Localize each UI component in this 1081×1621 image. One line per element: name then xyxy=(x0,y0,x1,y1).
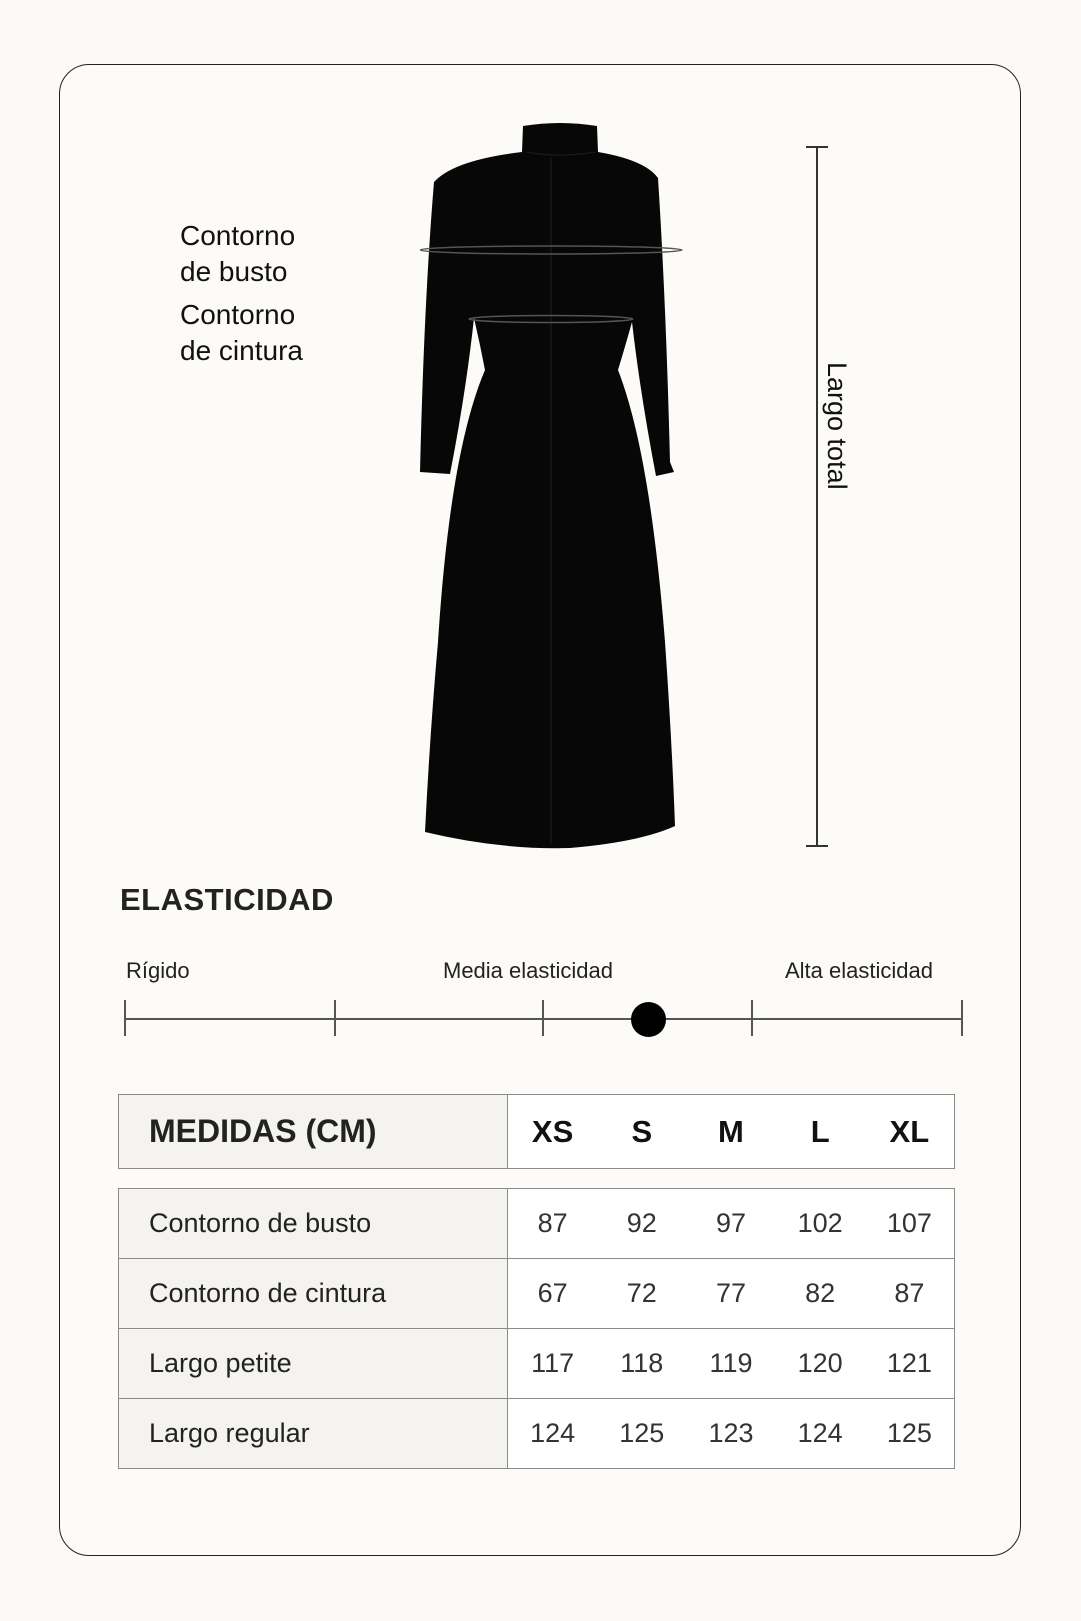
table-header-title: MEDIDAS (CM) xyxy=(119,1095,508,1169)
cell-value: 92 xyxy=(626,1208,657,1238)
cell-value: 125 xyxy=(886,1418,932,1448)
cell-value: 72 xyxy=(626,1278,657,1308)
elasticity-tick xyxy=(334,1000,336,1036)
elasticity-tick xyxy=(961,1000,963,1036)
table-row xyxy=(119,1399,955,1469)
bust-label xyxy=(180,218,295,290)
elasticity-tick xyxy=(542,1000,544,1036)
cell-value: 82 xyxy=(805,1278,836,1308)
cell-value: 123 xyxy=(708,1418,754,1448)
length-line xyxy=(816,146,818,846)
waist-label-line2: de cintura xyxy=(180,335,303,366)
elasticity-tick xyxy=(751,1000,753,1036)
elasticity-scale-line xyxy=(125,1018,963,1020)
cell-value: 67 xyxy=(537,1278,568,1308)
row-label: Contorno de busto xyxy=(119,1189,508,1259)
dress-silhouette xyxy=(420,123,675,848)
elasticity-low-label: Rígido xyxy=(126,958,190,983)
bust-label-line1: Contorno xyxy=(180,220,296,251)
bust-label-line2: de busto xyxy=(180,256,288,287)
cell-value: 107 xyxy=(886,1208,932,1238)
cell-value: 121 xyxy=(886,1348,932,1378)
elasticity-tick xyxy=(124,1000,126,1036)
cell-value: 117 xyxy=(531,1348,575,1378)
dress-illustration xyxy=(420,122,710,862)
size-table xyxy=(118,1094,955,1469)
size-header: M xyxy=(718,1113,744,1149)
length-label: Largo total xyxy=(822,362,852,490)
elasticity-high-label: Alta elasticidad xyxy=(785,958,933,983)
table-row xyxy=(119,1259,955,1329)
cell-value: 102 xyxy=(797,1208,843,1238)
cell-value: 119 xyxy=(709,1348,753,1378)
cell-value: 87 xyxy=(894,1278,925,1308)
cell-value: 77 xyxy=(715,1278,746,1308)
elasticity-mid-label: Media elasticidad xyxy=(443,958,613,983)
waist-label xyxy=(180,297,303,369)
size-headers xyxy=(508,1095,955,1169)
cell-value: 87 xyxy=(537,1208,568,1238)
length-cap-bottom xyxy=(806,845,828,847)
size-header: XL xyxy=(889,1113,930,1149)
row-label: Largo regular xyxy=(119,1399,508,1469)
size-header: XS xyxy=(531,1113,574,1149)
elasticity-title: ELASTICIDAD xyxy=(120,882,334,917)
table-row xyxy=(119,1189,955,1259)
size-table-header xyxy=(119,1095,955,1169)
cell-value: 125 xyxy=(619,1418,665,1448)
waist-label-line1: Contorno xyxy=(180,299,296,330)
cell-value: 118 xyxy=(620,1348,664,1378)
size-header: L xyxy=(810,1113,830,1149)
cell-value: 124 xyxy=(530,1418,576,1448)
cell-value: 124 xyxy=(797,1418,843,1448)
row-label: Contorno de cintura xyxy=(119,1259,508,1329)
cell-value: 97 xyxy=(715,1208,746,1238)
cell-value: 120 xyxy=(797,1348,843,1378)
size-header: S xyxy=(631,1113,653,1149)
row-label: Largo petite xyxy=(119,1329,508,1399)
table-row xyxy=(119,1329,955,1399)
